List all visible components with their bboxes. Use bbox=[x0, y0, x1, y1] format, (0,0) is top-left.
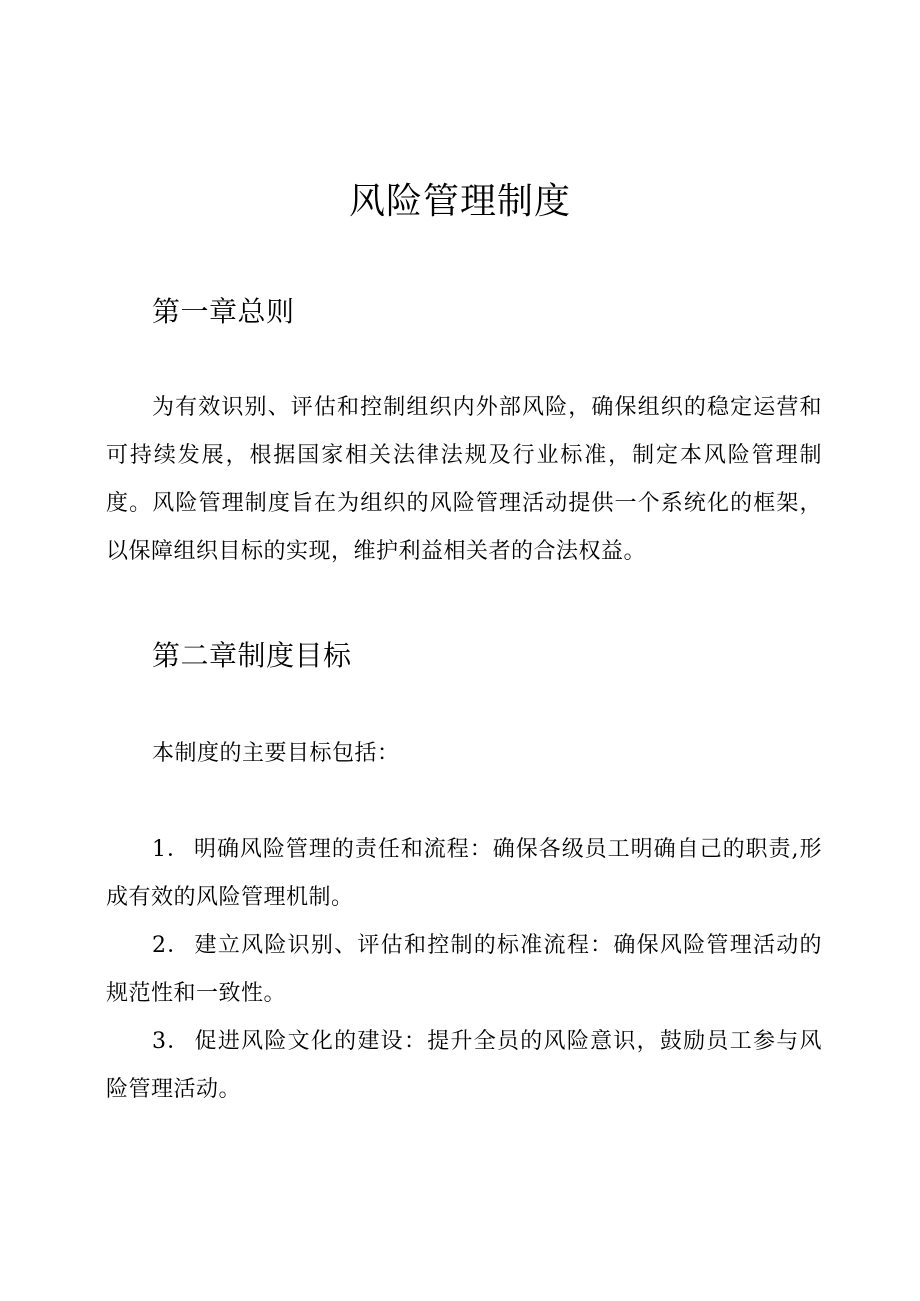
list-item bbox=[106, 826, 822, 922]
list-item-text: 促进风险文化的建设：提升全员的风险意识，鼓励员工参与风险管理活动。 bbox=[106, 1029, 822, 1102]
document-title: 风险管理制度 bbox=[348, 181, 571, 222]
list-item bbox=[106, 922, 822, 1018]
list-item-text: 明确风险管理的责任和流程：确保各级员工明确自己的职责,形成有效的风险管理机制。 bbox=[106, 837, 822, 910]
chapter-heading: 第一章总则 bbox=[152, 295, 295, 328]
list-item-number: 1． bbox=[152, 837, 190, 862]
list-item bbox=[106, 1018, 822, 1114]
list-item-text: 建立风险识别、评估和控制的标准流程：确保风险管理活动的规范性和一致性。 bbox=[106, 933, 822, 1006]
section-intro: 本制度的主要目标包括： bbox=[152, 741, 400, 766]
list-item-number: 3． bbox=[152, 1029, 191, 1054]
chapter-heading: 第二章制度目标 bbox=[152, 639, 352, 672]
body-paragraph: 为有效识别、评估和控制组织内外部风险，确保组织的稳定运营和可持续发展，根据国家相关法律法规及行业标准，制定本风险管理制度。风险管理制度旨在为组织的风险管理活动提供一个系统化的框架，以保障组织目标的实现，维护利益相关者的合法权益。 bbox=[106, 395, 822, 564]
list-item-number: 2． bbox=[152, 933, 191, 958]
